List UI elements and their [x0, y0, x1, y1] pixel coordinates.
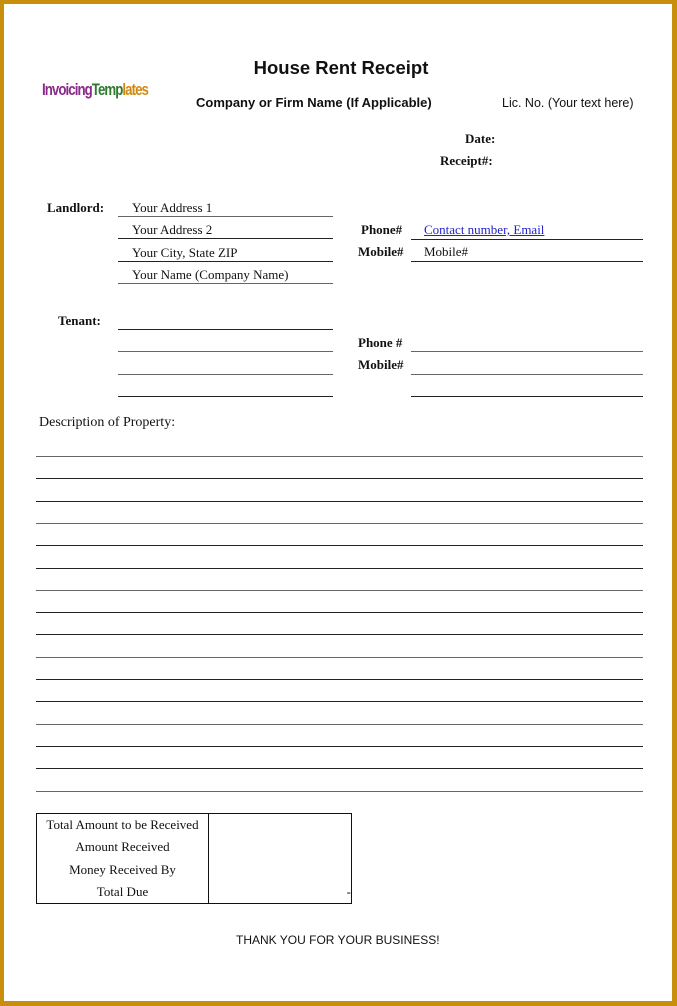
description-line[interactable]	[36, 501, 643, 502]
description-line[interactable]	[36, 545, 643, 546]
description-label: Description of Property:	[39, 415, 176, 430]
tenant-line-3[interactable]	[118, 358, 333, 374]
description-line[interactable]	[36, 523, 643, 524]
company-name[interactable]: Company or Firm Name (If Applicable)	[196, 95, 432, 110]
page-title: House Rent Receipt	[253, 57, 429, 78]
money-received-by-label: Money Received By	[69, 861, 176, 877]
tenant-mobile-field[interactable]	[411, 357, 643, 373]
amount-received-label: Amount Received	[75, 839, 170, 855]
divider	[118, 283, 333, 284]
description-line[interactable]	[36, 456, 643, 457]
summary-labels	[37, 814, 209, 904]
landlord-mobile-field[interactable]: Mobile#	[424, 244, 469, 259]
date-label: Date:	[465, 131, 496, 146]
summary-values[interactable]	[209, 814, 352, 904]
description-line[interactable]	[36, 634, 643, 635]
divider	[118, 216, 333, 217]
description-line[interactable]	[36, 768, 643, 769]
description-line[interactable]	[36, 478, 643, 479]
divider	[118, 374, 333, 375]
total-amount-value[interactable]	[209, 814, 351, 836]
total-due-value[interactable]: -	[346, 883, 351, 899]
landlord-mobile-label: Mobile#	[358, 244, 404, 259]
payment-summary-table	[36, 813, 352, 904]
divider	[118, 238, 333, 239]
description-line[interactable]	[36, 679, 643, 680]
description-line[interactable]	[36, 657, 643, 658]
landlord-name[interactable]: Your Name (Company Name)	[132, 267, 289, 282]
divider	[411, 396, 643, 397]
description-line[interactable]	[36, 568, 643, 569]
tenant-line-1[interactable]	[118, 313, 333, 329]
landlord-phone-label: Phone#	[361, 222, 403, 237]
tenant-phone-field[interactable]	[411, 335, 643, 351]
description-line[interactable]	[36, 612, 643, 613]
landlord-address-2[interactable]: Your Address 2	[132, 222, 213, 237]
divider	[411, 374, 643, 375]
tenant-line-4[interactable]	[118, 380, 333, 396]
description-line[interactable]	[36, 590, 643, 591]
landlord-phone-link[interactable]: Contact number, Email	[424, 222, 545, 237]
landlord-city-state-zip[interactable]: Your City, State ZIP	[132, 245, 238, 260]
landlord-address-1[interactable]: Your Address 1	[132, 200, 213, 215]
tenant-label: Tenant:	[58, 313, 101, 328]
tenant-line-2[interactable]	[118, 335, 333, 351]
thank-you-message: THANK YOU FOR YOUR BUSINESS!	[236, 933, 440, 947]
invoicing-templates-logo: InvoicingTemplates	[42, 80, 148, 99]
description-line[interactable]	[36, 791, 643, 792]
description-line[interactable]	[36, 724, 643, 725]
divider	[118, 329, 333, 330]
tenant-extra-field[interactable]	[411, 380, 643, 396]
divider	[118, 351, 333, 352]
description-line[interactable]	[36, 701, 643, 702]
divider	[411, 239, 643, 240]
date-field[interactable]	[505, 131, 645, 147]
total-amount-label: Total Amount to be Received	[46, 817, 199, 832]
divider	[118, 261, 333, 262]
money-received-by-value[interactable]	[209, 859, 351, 881]
landlord-label: Landlord:	[47, 200, 105, 215]
license-number[interactable]: Lic. No. (Your text here)	[502, 96, 634, 110]
amount-received-value[interactable]	[209, 836, 351, 858]
tenant-phone-label: Phone #	[358, 335, 403, 350]
divider	[411, 351, 643, 352]
total-due-label: Total Due	[96, 883, 149, 899]
divider	[411, 261, 643, 262]
tenant-mobile-label: Mobile#	[358, 357, 404, 372]
receipt-number-field[interactable]	[505, 153, 645, 169]
divider	[118, 396, 333, 397]
receipt-number-label: Receipt#:	[440, 153, 493, 168]
description-line[interactable]	[36, 746, 643, 747]
